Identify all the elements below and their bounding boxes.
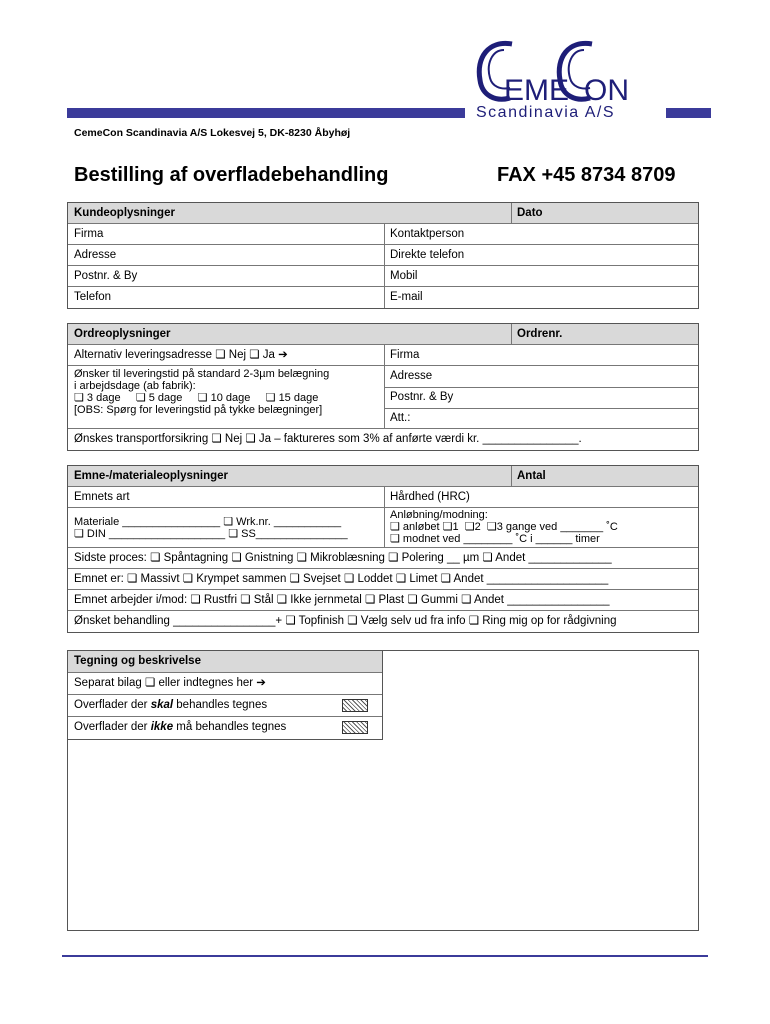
field-telefon[interactable]: Telefon — [74, 291, 112, 303]
order-info-table — [67, 323, 699, 451]
table-row — [68, 590, 698, 611]
material-info-table — [67, 465, 699, 633]
logo-text-on: ON — [584, 74, 629, 107]
last-process-options[interactable]: Sidste proces: ❏ Spåntagning ❏ Gnistning ❏ Mikroblæsning ❏ Polering __ µm ❏ Andet _____________ — [74, 552, 612, 564]
field-adresse[interactable]: Adresse — [74, 249, 117, 261]
table-row — [68, 266, 698, 287]
page-title: Bestilling af overfladebehandling — [74, 164, 389, 186]
workpiece-type-options[interactable]: Emnet er: ❏ Massivt ❏ Krympet sammen ❏ Svejset ❏ Loddet ❏ Limet ❏ Andet ___________________ — [74, 573, 609, 585]
field-kontaktperson[interactable]: Kontaktperson — [390, 228, 465, 240]
customer-info-header — [68, 203, 698, 224]
table-row — [68, 429, 698, 450]
field-delivery-postnr[interactable]: Postnr. & By — [390, 391, 454, 403]
table-row — [68, 717, 382, 739]
hatch-pattern-icon — [342, 699, 368, 712]
hatch-pattern-icon — [342, 721, 368, 734]
field-email[interactable]: E-mail — [390, 291, 423, 303]
customer-info-title: Kundeoplysninger — [74, 207, 175, 219]
field-direkte-telefon[interactable]: Direkte telefon — [390, 249, 465, 261]
annealing-options[interactable]: Anløbning/modning: ❏ anløbet ❏1 ❏2 ❏3 gange ved _______ ˚C ❏ modnet ved ________ ˚C i ______ timer — [390, 509, 618, 545]
field-emnets-art[interactable]: Emnets art — [74, 491, 130, 503]
table-row — [68, 611, 698, 632]
field-firma[interactable]: Firma — [74, 228, 104, 240]
table-row — [68, 287, 698, 308]
material-info-header — [68, 466, 698, 487]
desired-treatment-options[interactable]: Ønsket behandling ________________+ ❏ Topfinish ❏ Vælg selv ud fra info ❏ Ring mig op for rådgivning — [74, 615, 617, 627]
table-row — [68, 548, 698, 569]
table-row — [68, 569, 698, 590]
logo-text-eme: EME — [504, 74, 570, 107]
company-address: CemeCon Scandinavia A/S Lokesvej 5, DK-8230 Åbyhøj — [74, 127, 351, 139]
delivery-time-options[interactable]: Ønsker til leveringstid på standard 2-3µm belægning i arbejdsdage (ab fabrik): ❏ 3 dage ❏ 5 dage ❏ 10 dage ❏ 15 dage [OBS: Spørg for leveringstid på tykke belægninger] — [74, 368, 330, 416]
drawing-title: Tegning og beskrivelse — [74, 655, 201, 667]
fax-number: FAX +45 8734 8709 — [497, 164, 676, 186]
field-delivery-firma[interactable]: Firma — [390, 349, 420, 361]
order-info-title: Ordreoplysninger — [74, 328, 171, 340]
order-number-label: Ordrenr. — [517, 328, 563, 340]
drawing-area[interactable] — [67, 650, 699, 931]
drawing-legend — [68, 651, 383, 740]
table-row — [68, 224, 698, 245]
logo-subtitle: Scandinavia A/S — [476, 104, 616, 121]
works-against-options[interactable]: Emnet arbejder i/mod: ❏ Rustfri ❏ Stål ❏ Ikke jernmetal ❏ Plast ❏ Gummi ❏ Andet ________________ — [74, 594, 610, 606]
table-row — [68, 345, 698, 366]
field-mobil[interactable]: Mobil — [390, 270, 418, 282]
field-haardhed[interactable]: Hårdhed (HRC) — [390, 491, 470, 503]
separate-attachment-option[interactable]: Separat bilag ❏ eller indtegnes her ➔ — [74, 677, 266, 689]
surfaces-not-to-treat-label: Overflader der ikke må behandles tegnes — [74, 721, 287, 733]
table-row — [68, 487, 698, 508]
field-postnr-by[interactable]: Postnr. & By — [74, 270, 138, 282]
header-bar-left — [67, 108, 465, 118]
transport-insurance-option[interactable]: Ønskes transportforsikring ❏ Nej ❏ Ja – faktureres som 3% af anførte værdi kr. _______________. — [74, 433, 582, 445]
footer-line — [62, 955, 708, 957]
field-materiale[interactable]: Materiale ________________ ❏ Wrk.nr. ___________ ❏ DIN ___________________ ❏ SS_______________ — [74, 516, 348, 540]
quantity-label: Antal — [517, 470, 546, 482]
table-row — [68, 366, 698, 429]
drawing-header — [68, 651, 382, 673]
customer-info-table — [67, 202, 699, 309]
table-row — [68, 695, 382, 717]
alt-delivery-address-option[interactable]: Alternativ leveringsadresse ❏ Nej ❏ Ja ➔ — [74, 349, 288, 361]
field-delivery-att[interactable]: Att.: — [390, 412, 411, 424]
order-info-header — [68, 324, 698, 345]
surfaces-to-treat-label: Overflader der skal behandles tegnes — [74, 699, 268, 711]
material-info-title: Emne-/materialeoplysninger — [74, 470, 229, 482]
field-delivery-adresse[interactable]: Adresse — [390, 370, 433, 382]
table-row — [68, 245, 698, 266]
table-row — [68, 673, 382, 695]
date-label: Dato — [517, 207, 543, 219]
table-row — [68, 508, 698, 548]
